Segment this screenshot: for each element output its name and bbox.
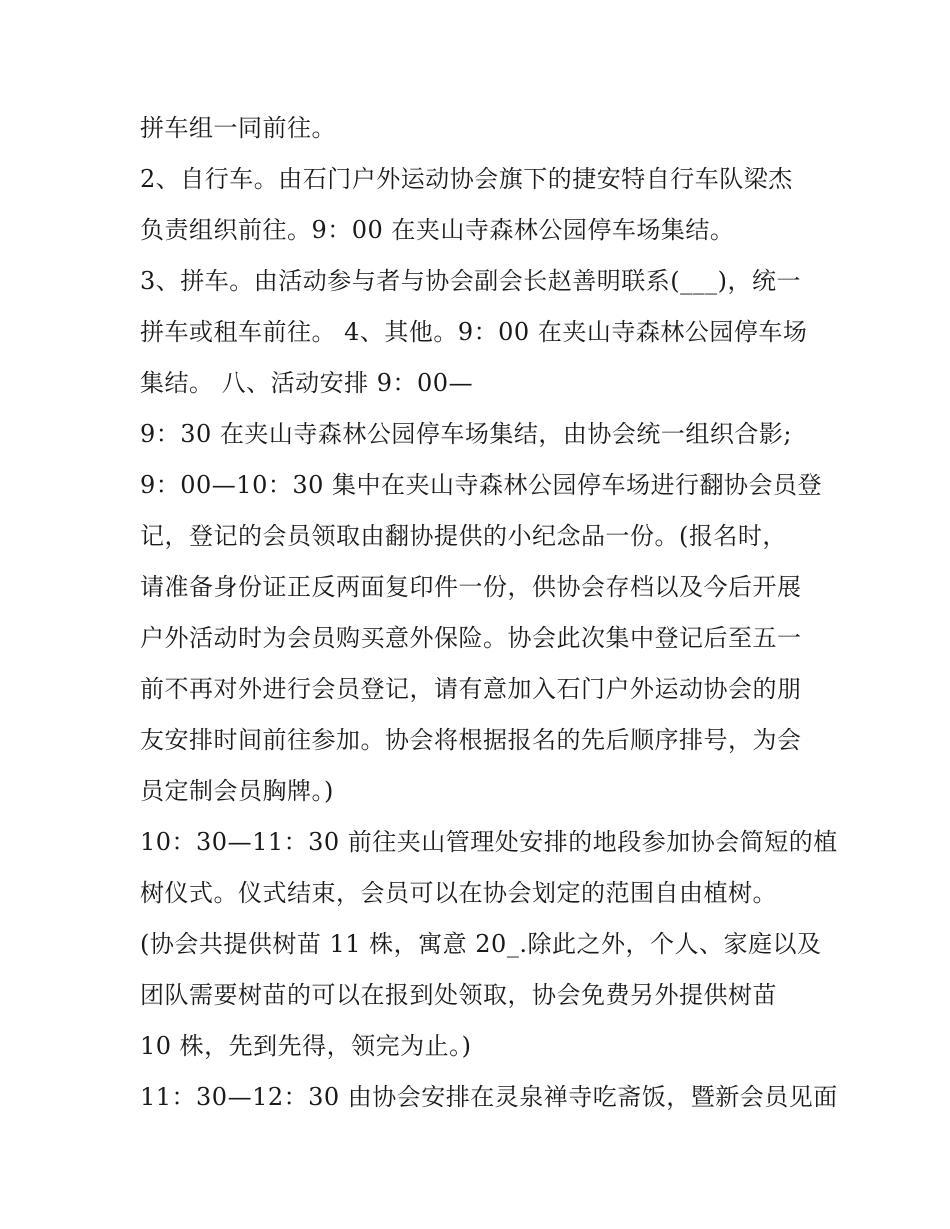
text-line: 负责组织前往。9：00 在夹山寺森林公园停车场集结。	[140, 216, 735, 244]
text-line: 拼车或租车前往。 4、其他。9：00 在夹山寺森林公园停车场	[140, 318, 808, 346]
text-line: 友安排时间前往参加。协会将根据报名的先后顺序排号，为会	[140, 726, 802, 754]
text-line: 9：00—10：30 集中在夹山寺森林公园停车场进行翻协会员登	[140, 471, 823, 499]
text-line: 拼车组一同前往。	[140, 114, 336, 142]
text-line: 员定制会员胸牌。)	[140, 777, 334, 805]
text-line: 11：30—12：30 由协会安排在灵泉禅寺吃斋饭，暨新会员见面	[140, 1083, 838, 1111]
text-line: 团队需要树苗的可以在报到处领取，协会免费另外提供树苗	[140, 981, 777, 1009]
text-line: (协会共提供树苗 11 株，寓意 20_.除此之外，个人、家庭以及	[140, 930, 822, 958]
text-line: 树仪式。仪式结束，会员可以在协会划定的范围自由植树。	[140, 879, 777, 907]
text-line: 10 株，先到先得，领完为止。)	[140, 1032, 472, 1060]
text-line: 9：30 在夹山寺森林公园停车场集结，由协会统一组织合影;	[140, 420, 793, 448]
text-line: 请准备身份证正反两面复印件一份，供协会存档以及今后开展	[140, 573, 802, 601]
text-line: 2、自行车。由石门户外运动协会旗下的捷安特自行车队梁杰	[140, 165, 793, 193]
text-line: 10：30—11：30 前往夹山管理处安排的地段参加协会简短的植	[140, 828, 838, 856]
text-line: 前不再对外进行会员登记，请有意加入石门户外运动协会的朋	[140, 675, 802, 703]
text-line: 户外活动时为会员购买意外保险。协会此次集中登记后至五一	[140, 624, 802, 652]
text-line: 3、拼车。由活动参与者与协会副会长赵善明联系(___)，统一	[140, 267, 801, 295]
text-line: 集结。 八、活动安排 9：00—	[140, 369, 474, 397]
text-line: 记，登记的会员领取由翻协提供的小纪念品一份。(报名时，	[140, 522, 787, 550]
